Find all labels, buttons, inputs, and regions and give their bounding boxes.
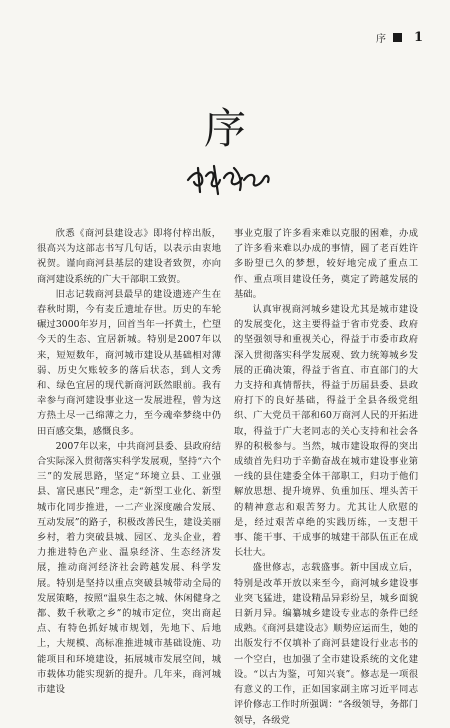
paragraph: 认真审视商河城乡建设尤其是城市建设的发展变化，这主要得益于省市党委、政府的坚强领导和重视关心，得益于市委市政府深入贯彻落实科学发展观、致力统筹城乡发展的正确决策，得益于省直、市直部门的大力支持和真情帮扶，得益于历届县委、县政府打下的良好基础，得益于全县各级党组织、广大党员干部和60万商河人民的开拓进取，得益于广大老同志的关心支持和社会各界的积极参与。当然，城市建设取得的突出成绩首先归功于辛勤奋战在城市建设事业第一线的县住建委全体干部职工，归功于他们解放思想、提升境界、负重加压、埋头苦干的精神意志和艰苦努力。尤其让人欣慰的是，经过艰苦卓绝的实践历练，一支想干事、能干事、干成事的城建干部队伍正在成长壮大。	[234, 304, 418, 559]
paragraph: 盛世修志，志载盛事。新中国成立后，特别是改革开放以来至今，商河城乡建设事业突飞猛进，建设精品异彩纷呈，城乡面貌日新月异。编纂城乡建设专业志的条件已经成熟。《商河县建设志》顺势应运而生，她的出版发行不仅填补了商河县建设行业志书的一个空白，也加强了全市建设系统的文化建设。“以古为鉴，可知兴衰”。修志是一项很有意义的工作，正如国家副主席习近平同志评价修志工作时所强调：“各级领导，务都门领导，各级党	[234, 562, 418, 726]
left-column	[37, 226, 221, 696]
right-column	[234, 226, 418, 726]
paragraph: 欣悉《商河县建设志》即将付梓出版，很高兴为这部志书写几句话，以表示由衷地祝贺。谨向商河县基层的建设者致贺，亦向商河建设系统的广大干部职工致贺。	[37, 228, 221, 285]
paragraph: 旧志记载商河县最早的建设遗迹产生在春秋时期，今有麦丘遗址存世。历史的车轮碾过3000年岁月，回首当年一抔黄土，伫望今天的生态、宜居新城。特别是2007年以来，短短数年，商河城市建设从基础相对薄弱、历史欠账较多的落后状态，到人文秀和、绿色宜居的现代新商河跃然眼前。我有幸参与商河建设事业这一发展进程，曾为这方热土尽一己绵薄之力，至今魂牵梦绕中仍田百感交集，感慨良多。	[37, 288, 221, 437]
running-head	[376, 30, 424, 45]
square-ornament-icon	[393, 33, 402, 42]
page-title: 序	[203, 104, 246, 153]
paragraph: 2007年以来，中共商河县委、县政府结合实际深入贯彻落实科学发展观，坚持“六个三”的发展思路，坚定“环境立县、工业强县、富民惠民”理念，走“新型工业化、新型城市化同步推进，一二产业深度融合发展、互动发展”的路子，积极改善民生，建设美丽乡村，着力突破县城、园区、龙头企业，着力推进特色产业、温泉经济、生态经济发展，推动商河经济社会跨越发展、科学发展。特别是坚持以重点突破县城带动全局的发展策略，按照“温泉生态之城、休闲健身之都、数千秋歌之乡”的城市定位，突出商起点、有特色抓好城市规划，先地下、后地上，大规模、高标准推进城市基础设施、功能项目和环境建设，拓展城市发展空间，城市载体功能实现新的提升。几年来，商河城市建设	[37, 440, 221, 696]
section-label: 序	[375, 34, 387, 45]
handwritten-signature	[184, 158, 274, 198]
page-number: 1	[413, 30, 424, 45]
paragraph: 事业克服了许多看来难以克服的困难，办成了许多看来难以办成的事情，圆了老百姓许多盼望已久的梦想，较好地完成了重点工作、重点项目建设任务，奠定了跨越发展的基础。	[234, 228, 418, 300]
